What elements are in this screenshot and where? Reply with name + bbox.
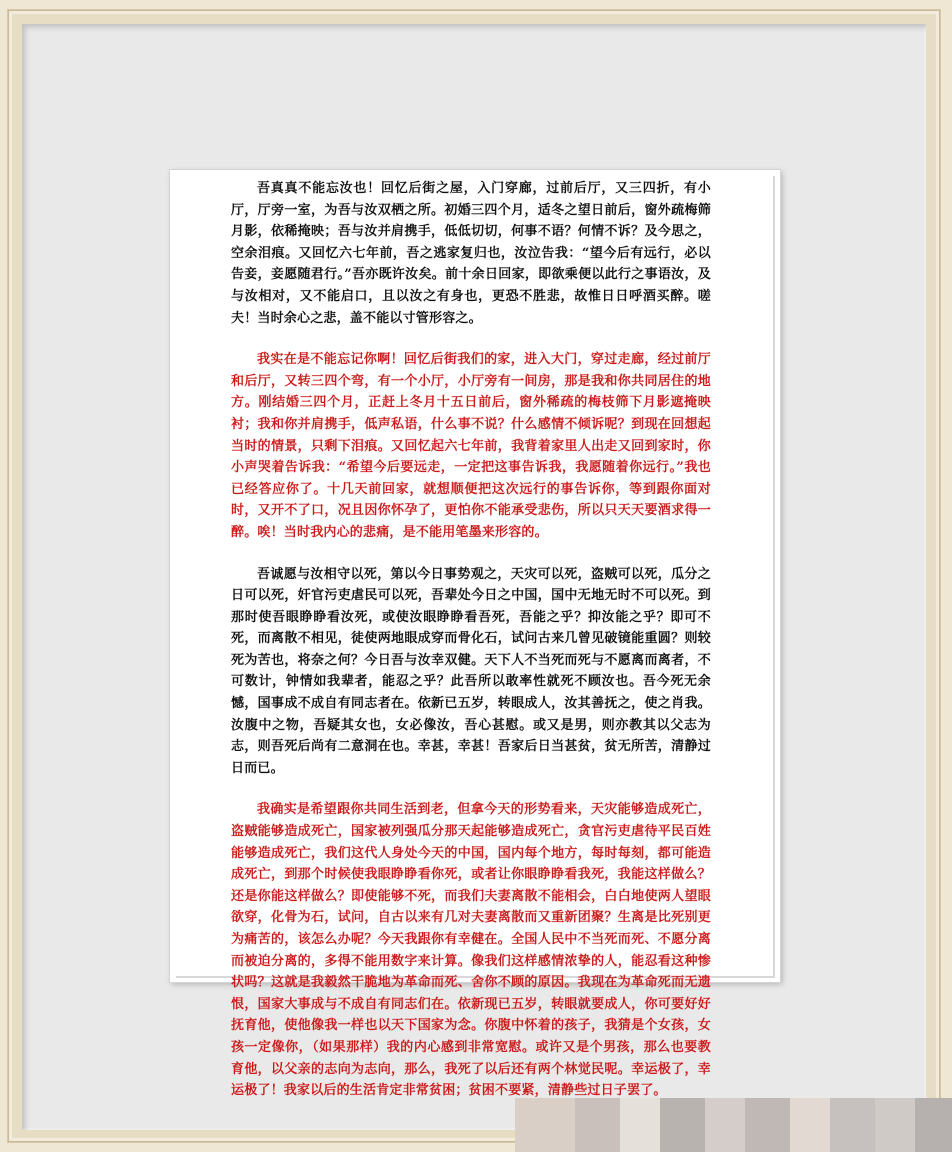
pixelated-watermark-strip bbox=[515, 1098, 952, 1152]
translation-paragraph-1: 我实在是不能忘记你啊！回忆后街我们的家，进入大门，穿过走廊，经过前厅和后厅，又转三四个弯，有一个小厅，小厅旁有一间房，那是我和你共同居住的地方。刚结婚三四个月，正赶上冬月十五日前后，窗外稀疏的梅枝筛下月影遮掩映衬；我和你并肩携手，低声私语，什么事不说？什么感情不倾诉呢？到现在回想起当时的情景，只剩下泪痕。又回忆起六七年前，我背着家里人出走又回到家时，你小声哭着告诉我：“希望今后要远走，一定把这事告诉我，我愿随着你远行。”我也已经答应你了。十几天前回家，就想顺便把这次远行的事告诉你，等到跟你面对时，又开不了口，况且因你怀孕了，更怕你不能承受悲伤，所以只天天要酒求得一醉。唉！当时我内心的悲痛，是不能用笔墨来形容的。 bbox=[231, 352, 711, 540]
letter-text bbox=[231, 178, 711, 1102]
classical-paragraph-2: 吾诚愿与汝相守以死，第以今日事势观之，天灾可以死，盗贼可以死，瓜分之日可以死，奸官污吏虐民可以死，吾辈处今日之中国，国中无地无时不可以死。到那时使吾眼睁睁看汝死，或使汝眼睁睁看吾死，吾能之乎？抑汝能之乎？即可不死，而离散不相见，徒使两地眼成穿而骨化石，试问古来几曾见破镜能重圆？则较死为苦也，将奈之何？今日吾与汝幸双健。天下人不当死而死与不愿离而离者，不可数计，钟情如我辈者，能忍之乎？此吾所以敢率性就死不顾汝也。吾今死无余憾，国事成不成自有同志者在。依新已五岁，转眼成人，汝其善抚之，使之肖我。汝腹中之物，吾疑其女也，女必像汝，吾心甚慰。或又是男，则亦教其以父志为志，则吾死后尚有二意洞在也。幸甚，幸甚！吾家后日当甚贫，贫无所苦，清静过日而已。 bbox=[231, 566, 711, 776]
translation-paragraph-2: 我确实是希望跟你共同生活到老，但拿今天的形势看来，天灾能够造成死亡，盗贼能够造成死亡，国家被列强瓜分那天起能够造成死亡，贪官污吏虐待平民百姓能够造成死亡，我们这代人身处今天的中国，国内每个地方，每时每刻，都可能造成死亡，到那个时候使我眼睁睁看你死，或者让你眼睁睁看我死，我能这样做么？还是你能这样做么？即使能够不死，而我们夫妻离散不能相会，白白地使两人望眼欲穿，化骨为石，试问，自古以来有几对夫妻离散而又重新团聚？生离是比死别更为痛苦的，该怎么办呢？今天我跟你有幸健在。全国人民中不当死而死、不愿分离而被迫分离的，多得不能用数字来计算。像我们这样感情浓挚的人，能忍看这种惨状吗？这就是我毅然干脆地为革命而死、舍你不顾的原因。我现在为革命死而无遗恨，国家大事成与不成自有同志们在。依新现已五岁，转眼就要成人，你可要好好抚育他，使他像我一样也以天下国家为念。你腹中怀着的孩子，我猜是个女孩，女孩一定像你，（如果那样）我的内心感到非常宽慰。或许又是个男孩，那么也要教育他，以父亲的志向为志向，那么，我死了以后还有两个林觉民呢。幸运极了，幸运极了！我家以后的生活肯定非常贫困；贫困不要紧，清静些过日子罢了。 bbox=[231, 802, 711, 1099]
classical-paragraph-1: 吾真真不能忘汝也！回忆后街之屋，入门穿廊，过前后厅，又三四折，有小厅，厅旁一室，为吾与汝双栖之所。初婚三四个月，适冬之望日前后，窗外疏梅筛月影，依稀掩映；吾与汝并肩携手，低低切切，何事不语？何情不诉？及今思之，空余泪痕。又回忆六七年前，吾之逃家复归也，汝泣告我：“望今后有远行，必以告妾，妾愿随君行。”吾亦既许汝矣。前十余日回家，即欲乘便以此行之事语汝，及与汝相对，又不能启口，且以汝之有身也，更恐不胜悲，故惟日日呼酒买醉。嗟夫！当时余心之悲，盖不能以寸管形容之。 bbox=[231, 181, 711, 326]
